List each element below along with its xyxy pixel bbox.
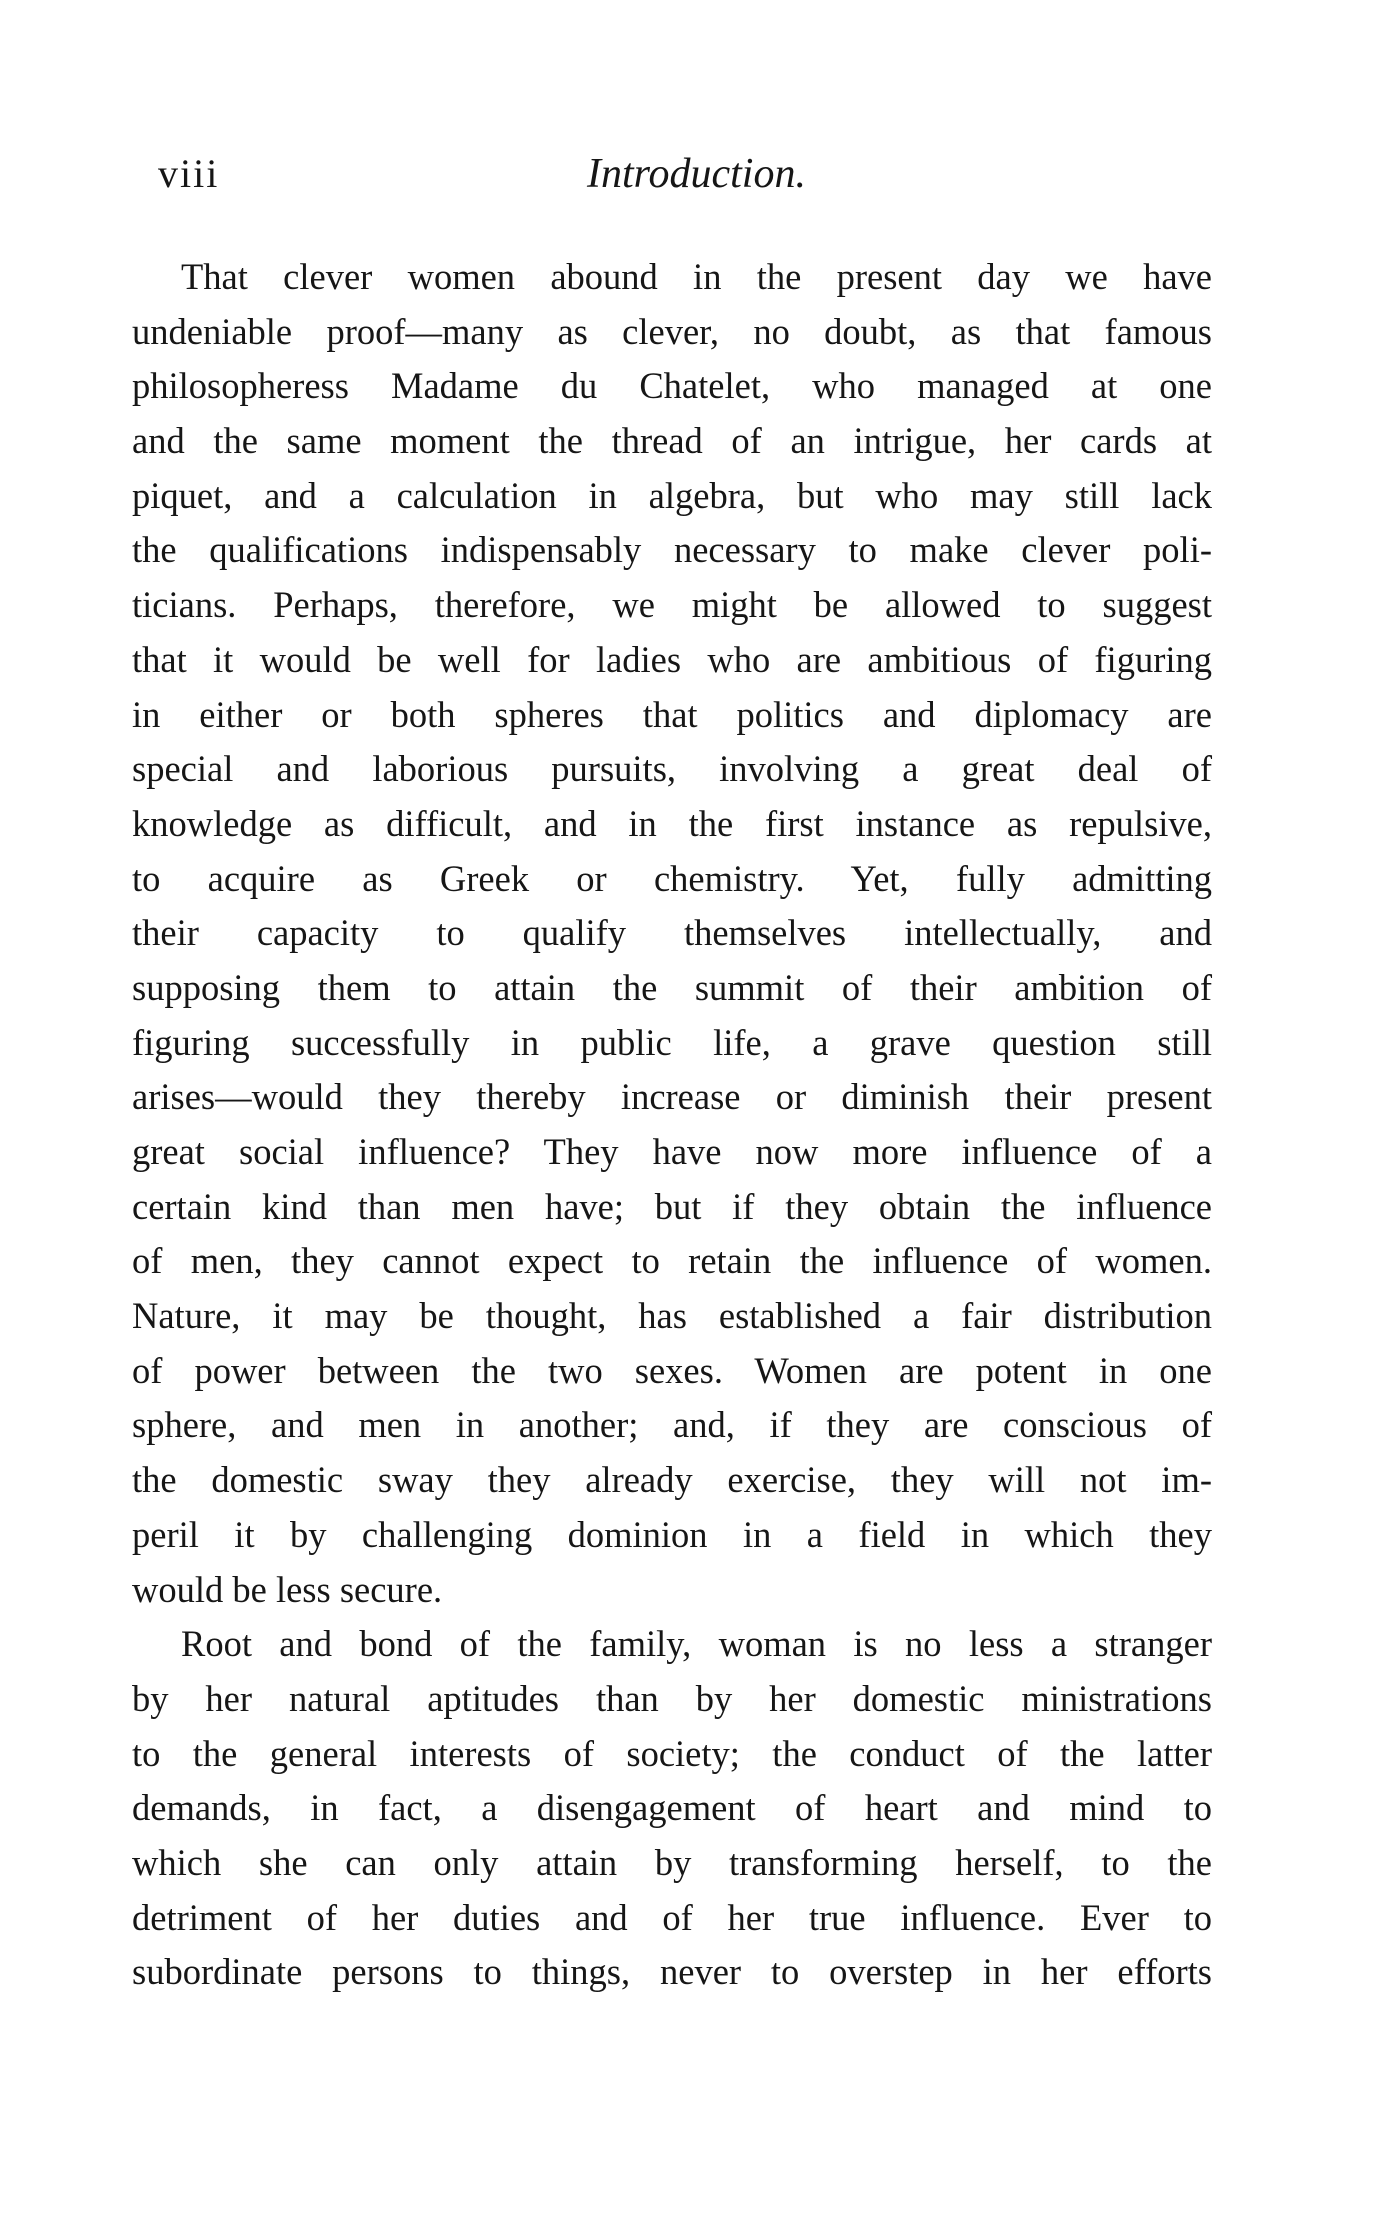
text-line: by her natural aptitudes than by her domestic ministrations — [132, 1677, 1212, 1719]
text-line: that it would be well for ladies who are ambitious of figuring — [132, 638, 1212, 680]
text-line: would be less secure. — [132, 1568, 443, 1610]
text-line: to the general interests of society; the conduct of the latter — [132, 1732, 1212, 1774]
paragraph — [132, 1617, 1212, 2000]
running-title: Introduction. — [587, 151, 806, 197]
text-line: sphere, and men in another; and, if they are conscious of — [132, 1404, 1212, 1446]
text-line: great social influence? They have now more influence of a — [132, 1131, 1212, 1172]
text-line: ticians. Perhaps, therefore, we might be allowed to suggest — [132, 584, 1212, 626]
text-line: supposing them to attain the summit of their ambition of — [132, 966, 1212, 1008]
page-body — [132, 250, 1212, 2000]
text-line: to acquire as Greek or chemistry. Yet, fully admitting — [132, 857, 1212, 899]
text-line: the qualifications indispensably necessary to make clever poli- — [132, 529, 1212, 571]
text-line: of power between the two sexes. Women are potent in one — [132, 1349, 1212, 1391]
text-line: subordinate persons to things, never to overstep in her efforts — [132, 1951, 1212, 1993]
text-line: which she can only attain by transforming herself, to the — [132, 1841, 1212, 1883]
text-line: certain kind than men have; but if they obtain the influence — [132, 1185, 1212, 1227]
text-line: of men, they cannot expect to retain the influence of women. — [132, 1240, 1212, 1282]
text-line: Nature, it may be thought, has established a fair distribution — [132, 1295, 1212, 1337]
text-line: undeniable proof—many as clever, no doubt, as that famous — [132, 310, 1212, 352]
paragraph — [132, 250, 1212, 1617]
text-line: arises—would they thereby increase or diminish their present — [132, 1076, 1212, 1118]
text-line: piquet, and a calculation in algebra, but who may still lack — [132, 474, 1212, 516]
text-line: their capacity to qualify themselves intellectually, and — [132, 912, 1212, 954]
text-line: the domestic sway they already exercise, they will not im- — [132, 1459, 1212, 1501]
text-line: and the same moment the thread of an intrigue, her cards at — [132, 420, 1212, 462]
text-line: figuring successfully in public life, a grave question still — [132, 1021, 1212, 1063]
text-line: peril it by challenging dominion in a field in which they — [132, 1513, 1212, 1555]
text-line: knowledge as difficult, and in the first instance as repulsive, — [132, 802, 1212, 844]
text-line: Root and bond of the family, woman is no less a stranger — [181, 1623, 1212, 1665]
text-line: special and laborious pursuits, involving a great deal of — [132, 748, 1212, 790]
text-line: detriment of her duties and of her true influence. Ever to — [132, 1896, 1212, 1938]
text-line: That clever women abound in the present day we have — [181, 256, 1212, 297]
text-line: philosopheress Madame du Chatelet, who managed at one — [132, 365, 1212, 407]
page-number: viii — [158, 151, 220, 196]
text-line: demands, in fact, a disengagement of heart and mind to — [132, 1787, 1212, 1829]
text-line: in either or both spheres that politics and diplomacy are — [132, 693, 1212, 735]
